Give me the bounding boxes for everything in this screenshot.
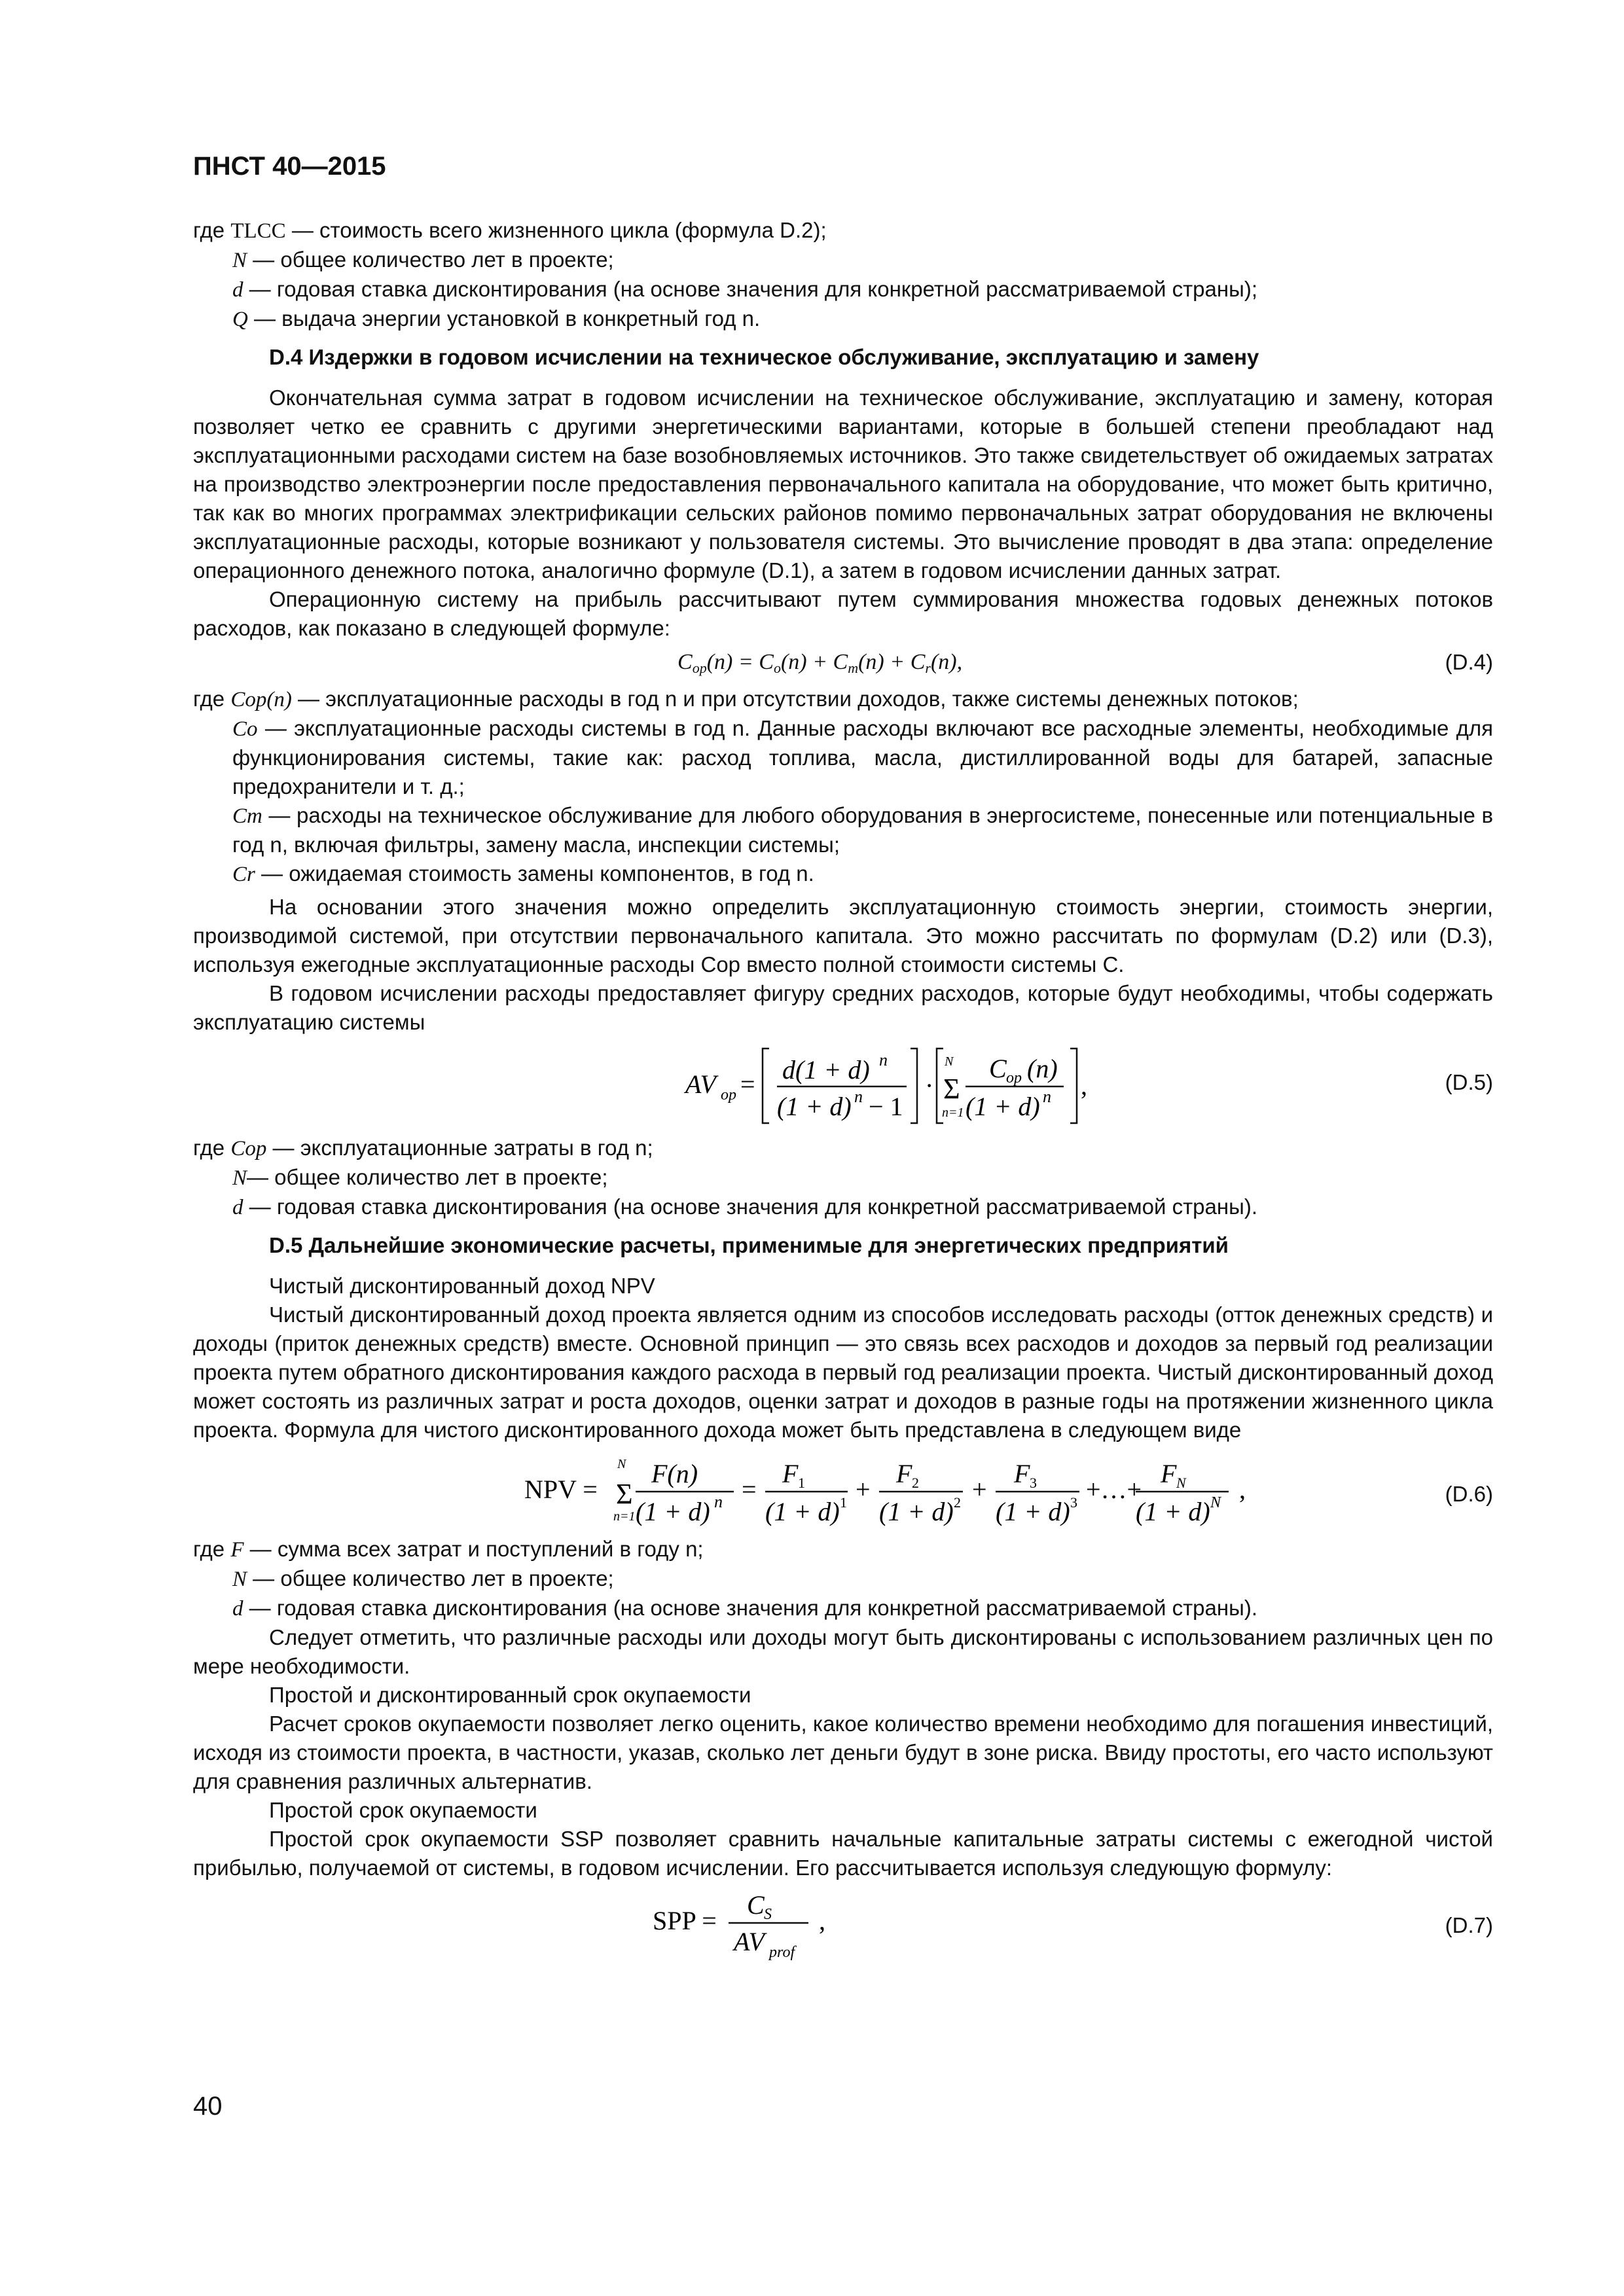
svg-text:+: + (856, 1475, 871, 1504)
svg-text:AV: AV (734, 1927, 765, 1956)
paragraph: Чистый дисконтированный доход проекта является одним из способов исследовать расходы (отток денежных средств) и доходы (приток денежных средств) вместе. Основной принцип — это связь всех расходов и доходов за первый год реализации проекта путем обратного дисконтирования каждого расхода в первый год реализации проекта. Чистый дисконтированный доход может состоять из различных затрат и роста доходов, оценки затрат и доходов в разные годы на протяжении жизненного цикла проекта. Формула для чистого дисконтированного дохода может быть представлена в следующем виде (193, 1302, 1493, 1442)
svg-text:N: N (617, 1457, 626, 1471)
paragraph: Простой срок окупаемости SSP позволяет сравнить начальные капитальные затраты системы с ежегодной чистой прибылью, получаемой от системы, в годовом исчислении. Его рассчитывается используя следующую формулу: (193, 1827, 1493, 1880)
equation-body: $C_{op}(n) = C_o(n) + C_m(n) + C_r(n)$, (677, 650, 963, 676)
symbol: N (232, 249, 247, 272)
svg-text:C: C (747, 1890, 765, 1920)
symbol: d (232, 1597, 244, 1621)
paragraph: В годовом исчислении расходы предоставляет фигуру средних расходов, которые будут необходимы, чтобы содержать эксплуатацию системы (193, 981, 1493, 1034)
svg-text:(1 + d): (1 + d) (965, 1092, 1040, 1121)
subheading-payback: Простой и дисконтированный срок окупаемости (269, 1683, 751, 1707)
svg-text:(1 + d): (1 + d) (636, 1497, 710, 1526)
symbol: Q (232, 308, 248, 331)
equation-number: (D.7) (1445, 1913, 1493, 1937)
definition-item: где F — сумма всех затрат и поступлений в году n; (193, 1537, 704, 1562)
svg-text:Σ: Σ (943, 1073, 960, 1105)
symbol: Cop(n) (230, 688, 292, 711)
definition-item: Co — эксплуатационные расходы системы в год n. Данные расходы включают все расходные элементы, необходимые для функционирования системы, такие как: расход топлива, масла, дистиллированной воды для батарей, запасные предохранители и т. д.; (232, 716, 1493, 798)
svg-text:1: 1 (840, 1494, 847, 1511)
paragraph: Расчет сроков окупаемости позволяет легко оценить, какое количество времени необходимо для погашения инвестиций, исходя из стоимости проекта, в частности, указав, сколько лет деньги будут в зоне риска. Ввиду простоты, его часто используют для сравнения различных альтернатив. (193, 1712, 1493, 1793)
svg-text:3: 3 (1030, 1475, 1037, 1491)
svg-text:n: n (854, 1087, 863, 1106)
symbol: N (232, 1568, 247, 1591)
svg-text:op: op (1006, 1069, 1022, 1086)
svg-text:(1 + d): (1 + d) (777, 1092, 852, 1121)
symbol: Cop (230, 1137, 267, 1160)
svg-text:=: = (740, 1069, 755, 1099)
equation-number: (D.5) (1445, 1070, 1493, 1094)
paragraph: Окончательная сумма затрат в годовом исчислении на техническое обслуживание, эксплуатацию и замену, которая позволяет четко ее сравнить с другими энергетическими вариантами, которые в большей степени преобладают над эксплуатационными расходами систем на базе возобновляемых источников. Это также свидетельствует об ожидаемых затратах на производство электроэнергии после предоставления первоначального капитала на оборудование, что может быть критично, так как во многих программах электрификации сельских районов помимо первоначальных затрат оборудования не включены эксплуатационные расходы, которые возникают у пользователя системы. Это вычисление проводят в два этапа: определение операционного денежного потока, аналогично формуле (D.1), а затем в годовом исчислении данных затрат. (193, 386, 1493, 583)
svg-text:d(1 + d): d(1 + d) (782, 1055, 870, 1085)
svg-text:(1 + d): (1 + d) (996, 1497, 1070, 1526)
definitions-d4 (193, 685, 1493, 889)
svg-text:1: 1 (798, 1475, 805, 1491)
svg-text:(1 + d): (1 + d) (879, 1497, 954, 1526)
svg-text:NPV =: NPV = (524, 1475, 598, 1504)
svg-text:n=1: n=1 (613, 1509, 636, 1524)
definition-item: d — годовая ставка дисконтирования (на основе значения для конкретной рассматриваемой страны); (232, 277, 1257, 302)
paragraph: Следует отметить, что различные расходы или доходы могут быть дисконтированы с использованием различных цен по мере необходимости. (193, 1625, 1493, 1678)
section-heading-d4: D.4 Издержки в годовом исчислении на техническое обслуживание, эксплуатацию и замену (269, 345, 1259, 369)
svg-text:AV: AV (685, 1069, 716, 1099)
equation-d7 (193, 1885, 1493, 1964)
page-body (193, 216, 1493, 1966)
svg-text:SPP =: SPP = (653, 1906, 717, 1935)
svg-text:n: n (1043, 1087, 1051, 1106)
svg-text:n: n (714, 1492, 723, 1511)
svg-text:,: , (819, 1906, 825, 1935)
svg-text:N: N (945, 1054, 954, 1069)
definition-item: N — общее количество лет в проекте; (232, 1566, 614, 1591)
svg-text:,: , (1081, 1071, 1087, 1100)
definition-item: где TLCC — стоимость всего жизненного цикла (формула D.2); (193, 218, 827, 243)
definition-item: N— общее количество лет в проекте; (232, 1165, 608, 1190)
equation-number: (D.6) (1445, 1482, 1493, 1506)
definition-item: d — годовая ставка дисконтирования (на основе значения для конкретной рассматриваемой страны). (232, 1194, 1257, 1219)
symbol: TLCC (230, 219, 286, 243)
svg-text:C: C (989, 1054, 1007, 1083)
svg-text:·: · (925, 1071, 934, 1100)
svg-text:n: n (879, 1050, 888, 1069)
equation-d5 (193, 1039, 1493, 1131)
definition-item: Q — выдача энергии установкой в конкретный год n. (232, 306, 761, 331)
equation-d5-graphic (193, 1039, 1493, 1131)
svg-text:(n): (n) (1027, 1054, 1058, 1083)
svg-text:+: + (972, 1475, 987, 1504)
document-header: ПНСТ 40—2015 (193, 152, 386, 181)
subheading-npv: Чистый дисконтированный доход NPV (269, 1274, 655, 1298)
paragraph: Операционную систему на прибыль рассчитывают путем суммирования множества годовых денежных потоков расходов, как показано в следующей формуле: (193, 587, 1493, 640)
symbol: Cr (232, 863, 255, 886)
svg-text:F: F (782, 1459, 799, 1488)
definition-item: N — общее количество лет в проекте; (232, 247, 614, 272)
svg-text:n=1: n=1 (942, 1105, 964, 1120)
definition-item: где Cop(n) — эксплуатационные расходы в год n и при отсутствии доходов, также системы денежных потоков; (193, 687, 1299, 711)
svg-text:+…+: +…+ (1086, 1475, 1142, 1504)
svg-text:2: 2 (912, 1475, 919, 1491)
svg-text:N: N (1176, 1475, 1186, 1491)
symbol: d (232, 1196, 244, 1219)
page-number: 40 (193, 2092, 223, 2121)
svg-text:F: F (1161, 1459, 1177, 1488)
paragraph: На основании этого значения можно определить эксплуатационную стоимость энергии, стоимость энергии, производимой системой, при отсутствии первоначального капитала. Это можно рассчитать по формулам (D.2) или (D.3), используя ежегодные эксплуатационные расходы Cop вместо полной стоимости системы C. (193, 895, 1493, 977)
svg-text:F: F (1014, 1459, 1030, 1488)
svg-text:− 1: − 1 (869, 1092, 903, 1121)
symbol: d (232, 278, 244, 302)
definition-item: d — годовая ставка дисконтирования (на основе значения для конкретной рассматриваемой страны). (232, 1596, 1257, 1621)
equation-number: (D.4) (1445, 650, 1493, 674)
section-heading-d5: D.5 Дальнейшие экономические расчеты, применимые для энергетических предприятий (269, 1233, 1229, 1257)
svg-text:(1 + d): (1 + d) (765, 1497, 840, 1526)
definitions-d6 (193, 1535, 1493, 1623)
svg-text:2: 2 (954, 1494, 961, 1511)
subheading-simple-payback: Простой срок окупаемости (269, 1798, 537, 1822)
equation-d6-graphic (193, 1447, 1493, 1532)
equation-d4 (193, 644, 1493, 683)
definition-item: где Cop — эксплуатационные затраты в год n; (193, 1136, 653, 1160)
svg-text:N: N (1210, 1494, 1221, 1511)
equation-d7-graphic (193, 1885, 1493, 1964)
symbol: F (230, 1538, 244, 1562)
svg-text:3: 3 (1070, 1494, 1077, 1511)
svg-text:F(n): F(n) (651, 1459, 698, 1488)
symbol: N (232, 1166, 247, 1190)
svg-text:=: = (742, 1475, 757, 1504)
definition-item: Cr — ожидаемая стоимость замены компонентов, в год n. (232, 861, 814, 886)
definitions-d5 (193, 1134, 1493, 1222)
equation-d6 (193, 1447, 1493, 1532)
svg-text:(1 + d): (1 + d) (1136, 1497, 1210, 1526)
symbol: Co (232, 717, 258, 741)
svg-text:S: S (764, 1906, 772, 1923)
intro-definitions (193, 216, 1493, 334)
svg-text:prof: prof (769, 1944, 795, 1961)
svg-text:F: F (896, 1459, 912, 1488)
symbol: Cm (232, 804, 262, 828)
svg-text:op: op (721, 1086, 736, 1103)
definition-item: Cm — расходы на техническое обслуживание для любого оборудования в энергосистеме, понесенные или потенциальные в год n, включая фильтры, замену масла, инспекции системы; (232, 803, 1493, 857)
svg-text:,: , (1239, 1475, 1246, 1504)
svg-text:Σ: Σ (616, 1478, 633, 1510)
